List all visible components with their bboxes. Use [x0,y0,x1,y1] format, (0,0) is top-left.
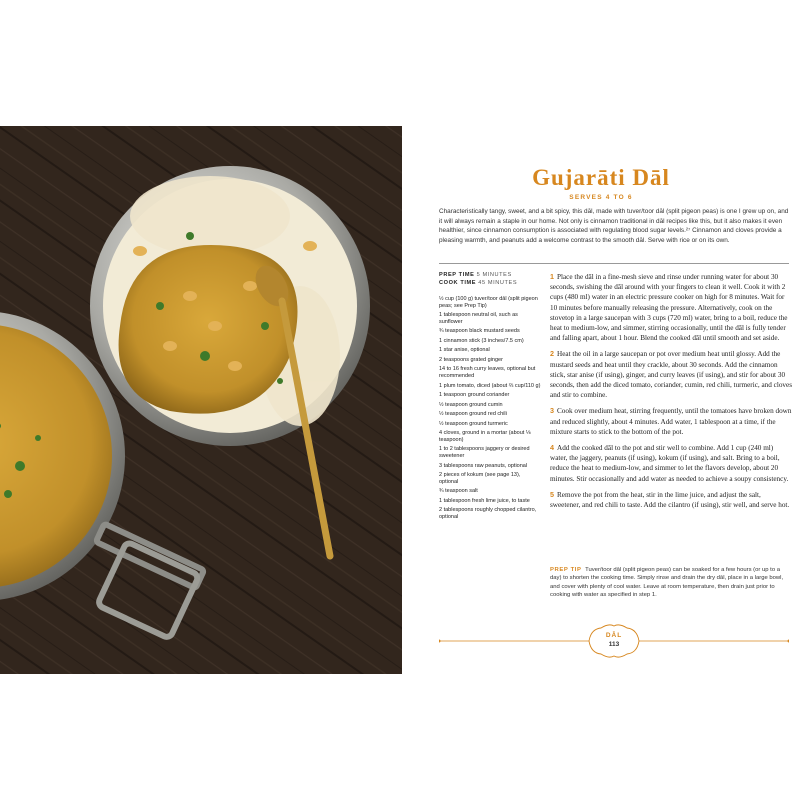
step-text: Place the dāl in a fine-mesh sieve and rinse under running water for about 30 seconds, swishing the dāl around with your fingers to clean it well. Cook it with 2 cups (480 ml) water in an electric pressure cooker on high for 8 minutes. Wait for 10 minutes before manually releasing the pressure. Alternatively, cook on the stovetop in a large saucepan with 3 cups (720 ml) water, bring to a boil, reduce the heat to medium-low, and simmer, stirring occasionally, until the dāl is fully tender and falling apart, about 1 hour. Blend the cooked dāl until smooth and set aside. [550,273,788,343]
method-steps [550,272,792,516]
ingredient-item: 2 tablespoons roughly chopped cilantro, optional [439,507,537,520]
page-footer [439,621,789,661]
divider [439,263,789,264]
step-number: 1 [550,272,554,281]
ingredient-item: ¾ teaspoon black mustard seeds [439,328,520,335]
step-number: 2 [550,349,554,359]
recipe-title: Gujarāti Dāl [532,165,670,190]
ingredient-item: ½ cup (100 g) tuver/toor dāl (split pigeon peas; see Prep Tip) [439,296,538,309]
ingredient-item: 1 tablespoon fresh lime juice, to taste [439,497,530,504]
ingredient-item: 1 to 2 tablespoons jaggery or desired sweetener [439,446,530,460]
ingredient-item: ¾ teaspoon salt [439,488,478,495]
page-number: 113 [608,641,620,648]
ingredient-item: 14 to 16 fresh curry leaves, optional but recommended [439,366,536,380]
ingredient-item: ½ teaspoon ground turmeric [439,420,508,427]
recipe-intro: Characteristically tangy, sweet, and a bit spicy, this dāl, made with tuver/toor dāl (split pigeon peas) is one I grew up on, and it will always remain a staple in our home. Not only is cinnamon traditional in dāl recipes like this, but it also makes it even healthier, since cinnamon consumption is associated with regulating blood sugar levels.²⁷ Cinnamon and cloves provide a pleasing warmth, and peanuts add a welcome contrast to the smooth dāl. Serve with rice or on its own. [439,208,789,244]
step-text: Cook over medium heat, stirring frequently, until the tomatoes have broken down and reduced slightly, about 4 minutes. Add water, 1 tablespoon at a time, if the mixture starts to stick to the bottom of the pot. [550,407,792,436]
ingredient-item: 1 plum tomato, diced (about ⅔ cup/110 g) [439,382,541,389]
step-item [550,272,792,343]
section-label: DĀL [605,632,623,639]
prep-tip [550,566,790,600]
time-block [439,272,517,287]
ingredient-item: 1 tablespoon neutral oil, such as sunflower [439,312,518,325]
prep-time-value: 5 MINUTES [476,272,512,278]
prep-tip-label: PREP TIP [550,567,582,573]
ingredient-item: 1 teaspoon ground coriander [439,392,510,399]
dal-bowls-illustration [0,126,402,674]
prep-time-label: PREP TIME [439,272,475,278]
ingredient-item: 2 pieces of kokum (see page 13), optional [439,472,521,485]
prep-tip-text: Tuver/toor dāl (split pigeon peas) can be soaked for a few hours (or up to a day) to shorten the cooking time. Simply rinse and drain the dry dāl, place in a large bowl, and cover with plenty of cool water. Leave at room temperature, then drain just prior to cooking with water as specified in step 1. [550,567,784,599]
ingredient-item: 2 teaspoons grated ginger [439,356,503,363]
step-text: Remove the pot from the heat, stir in the lime juice, and adjust the salt, sweetener, and red chili to taste. Add the cilantro (if using), stir well, and serve hot. [550,490,790,510]
ingredient-item: 1 cinnamon stick (3 inches/7.5 cm) [439,337,524,344]
ingredient-list [439,296,541,523]
step-item [550,349,792,400]
ingredient-item: 3 tablespoons raw peanuts, optional [439,462,528,469]
step-item [550,443,792,484]
step-text: Heat the oil in a large saucepan or pot over medium heat until glossy. Add the mustard seeds and heat until they crackle, about 30 seconds. Add the cinnamon stick, star anise (if using), ginger, and curry leaves (if using), and stir for about 30 seconds, then add the diced tomato, coriander, cumin, red chili, turmeric, and cloves and stir to combine. [550,350,793,400]
serves-label: SERVES 4 TO 6 [569,194,633,201]
ingredient-item: 1 star anise, optional [439,347,490,354]
step-item [550,406,792,437]
recipe-page [402,126,800,674]
step-item [550,490,792,510]
ingredient-item: 4 cloves, ground in a mortar (about ⅛ teaspoon) [439,430,531,443]
cook-time-value: 45 MINUTES [478,279,518,286]
food-photo [0,126,402,674]
ingredient-item: ½ teaspoon ground cumin [439,401,503,408]
prep-time [439,272,517,280]
step-number: 4 [550,443,554,453]
ingredient-item: ½ teaspoon ground red chili [439,411,507,418]
cook-time [439,280,517,288]
cook-time-label: COOK TIME [439,279,477,286]
step-text: Add the cooked dāl to the pot and stir well to combine. Add 1 cup (240 ml) water, the jaggery, peanuts (if using), kokum (if using), and salt. Bring to a boil, reduce the heat to medium-low, and simmer to let the flavors develop, about 20 minutes. Stir occasionally and add water as needed to achieve a soupy consistency. [550,444,789,483]
step-number: 5 [550,489,554,499]
step-number: 3 [550,406,554,416]
